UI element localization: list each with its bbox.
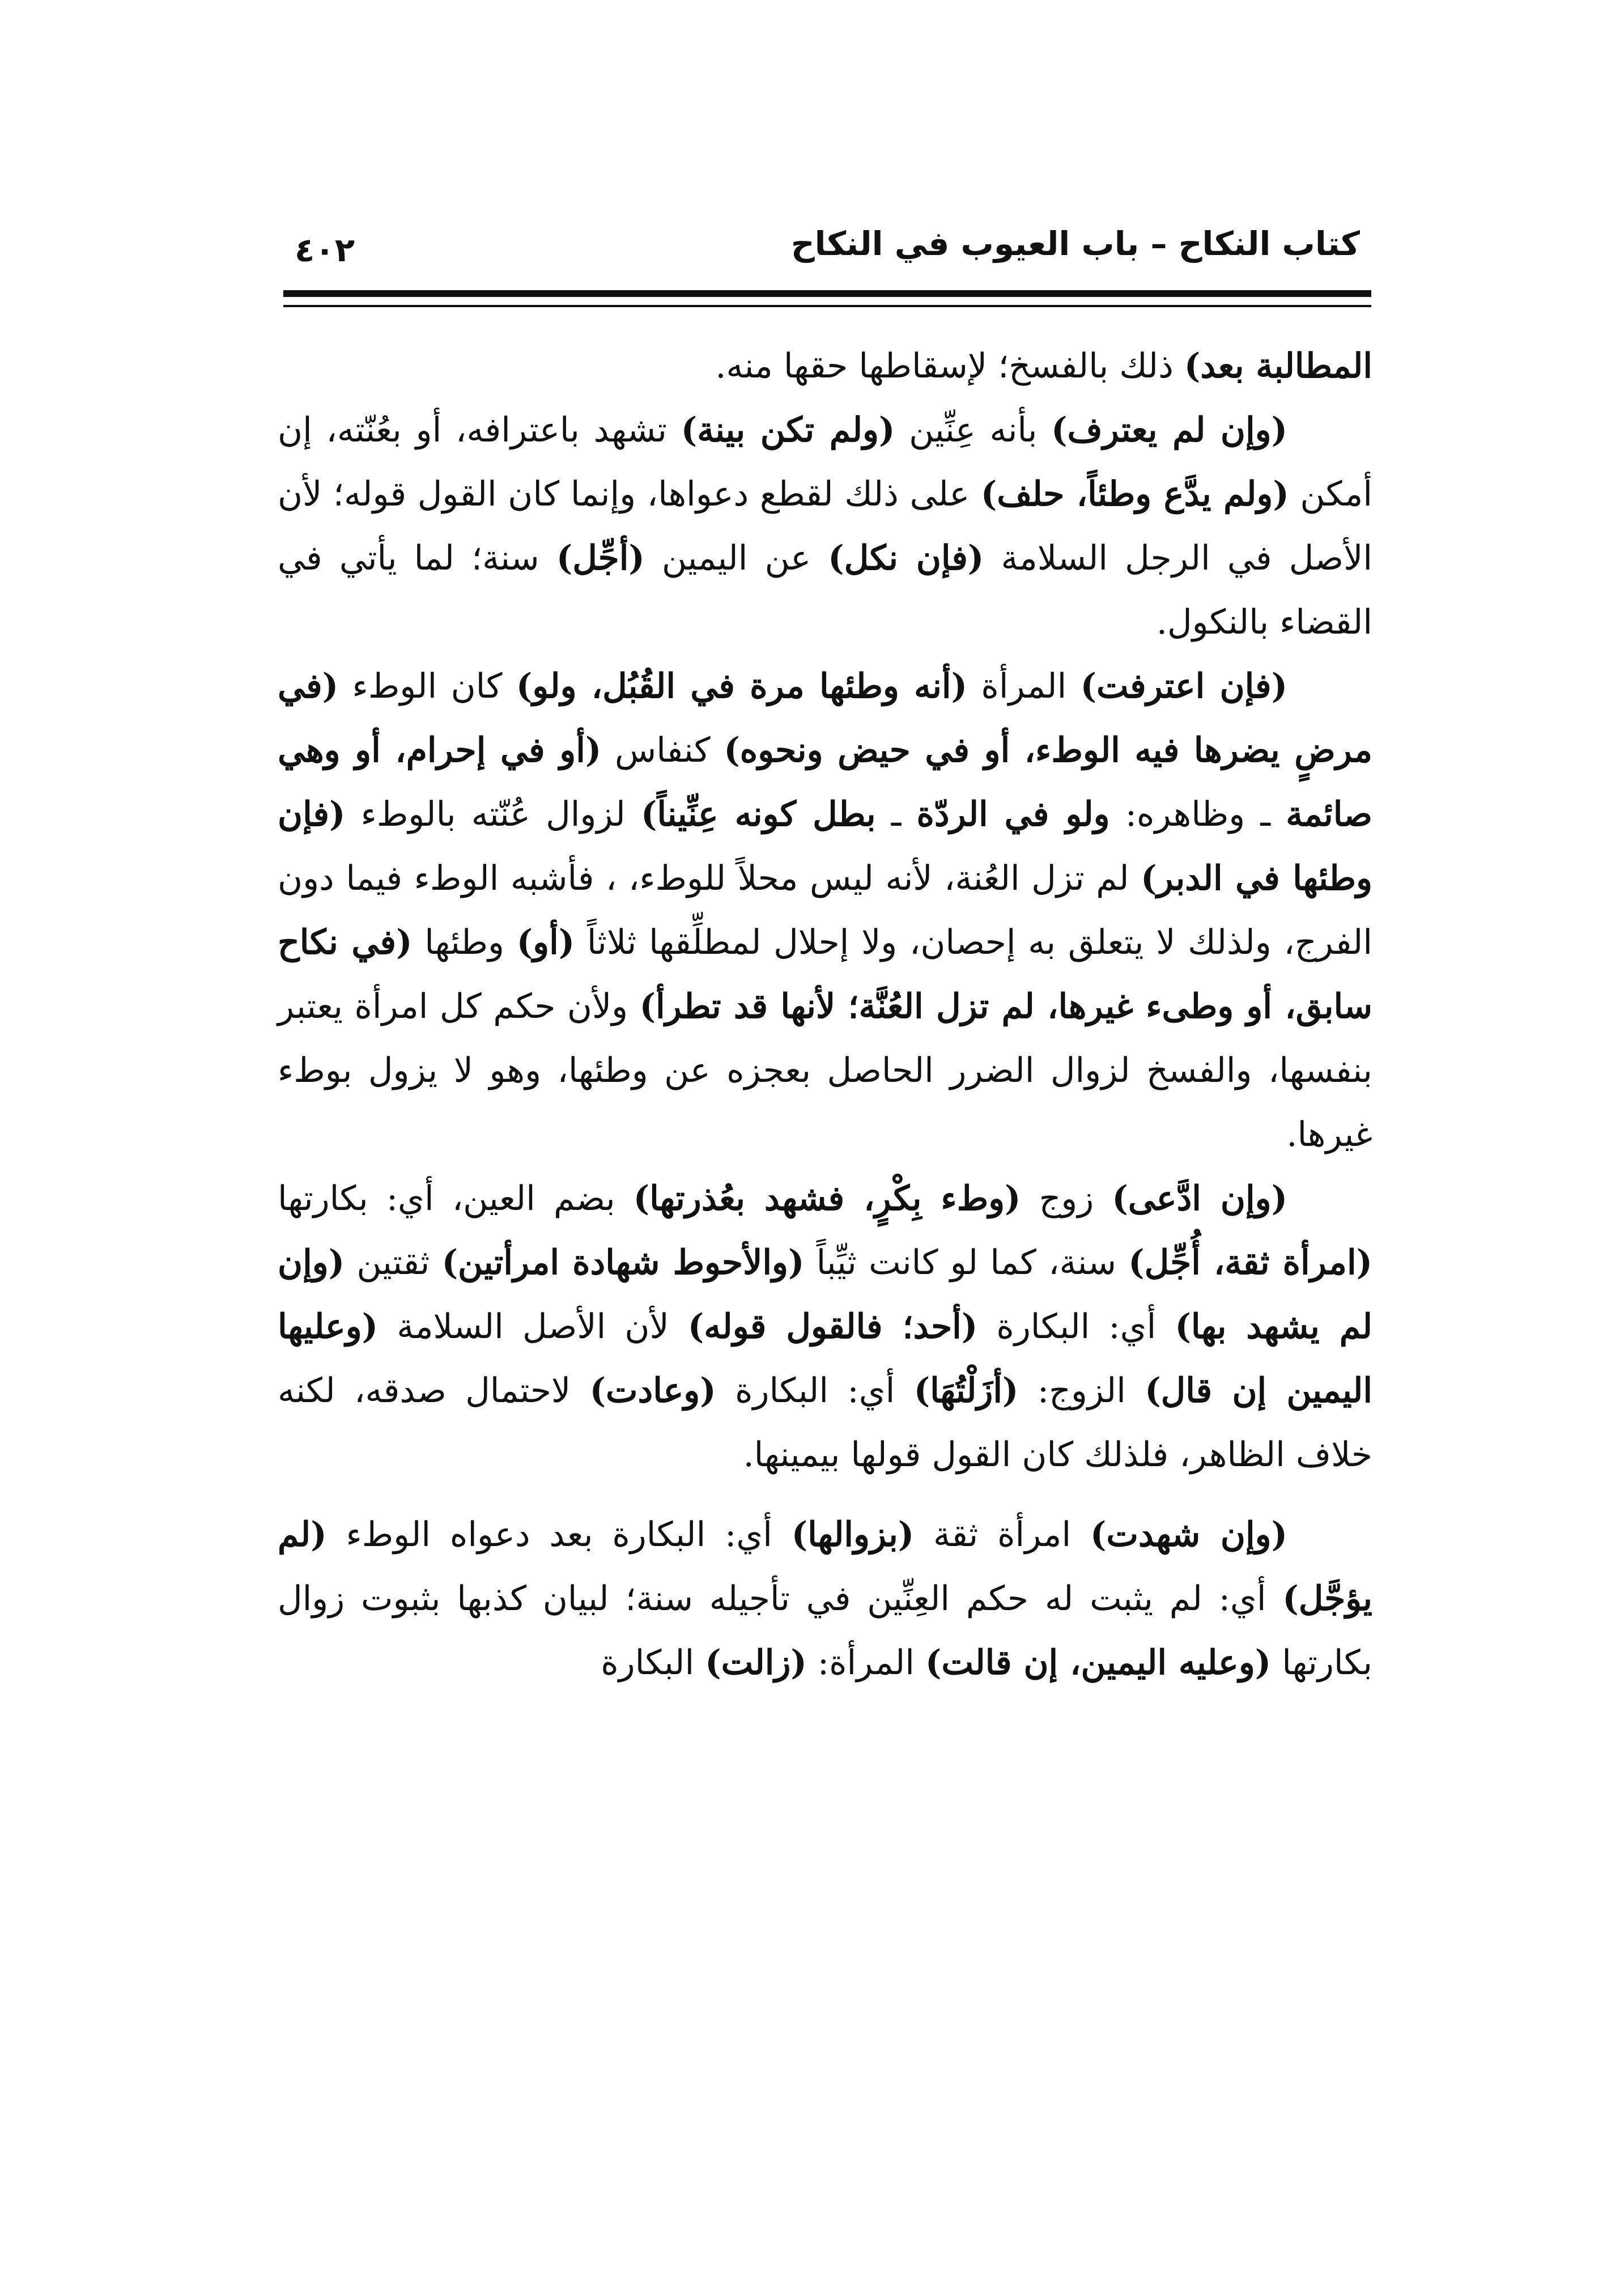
text-run: الزوج: (1018, 1371, 1145, 1411)
bold-text-run: المطالبة بعد) (1184, 346, 1372, 386)
text-run: كنفاس (601, 731, 724, 770)
text-run: بضم العين، أي: بكارتها (278, 1179, 634, 1218)
bold-text-run: (أزَلْتُهَا) (913, 1371, 1019, 1411)
text-run: أي: البكارة (716, 1371, 914, 1411)
header-title: كتاب النكاح – باب العيوب في النكاح (790, 224, 1360, 263)
bold-text-run: (في نكاح سابق، أو وطىء غيرها، لم تزل العُنَّة؛ لأنها قد تطرأ) (278, 923, 1372, 1026)
bold-text-run: (أجِّل) (556, 538, 645, 578)
bold-text-run: (امرأة ثقة، أُجِّل) (1128, 1243, 1373, 1283)
paragraph-1 (278, 334, 1372, 398)
bold-text-run: (فإن وطئها في الدبر) (278, 795, 1372, 898)
text-run: سنة؛ لما يأتي في القضاء بالنكول. (278, 538, 1372, 642)
text-run: كان الوطء (338, 666, 516, 706)
text-run: تشهد باعترافه، أو بعُنّته، إن أمكن (278, 410, 1372, 514)
bold-text-run: (فإن نكل) (828, 538, 984, 578)
body-text (278, 334, 1372, 1695)
bold-text-run: (وعليه اليمين، إن قالت) (925, 1643, 1272, 1683)
text-run: المرأة (967, 666, 1081, 706)
bold-text-run: (وعليها اليمين إن قال) (278, 1307, 1372, 1411)
text-run: امرأة ثقة (914, 1515, 1090, 1555)
text-run: أي: البكارة (977, 1307, 1175, 1347)
bold-text-run: (زالت) (705, 1643, 807, 1683)
bold-text-run: (ولم يدَّع وطئاً، حلف) (980, 474, 1289, 514)
header-rule-thin (283, 305, 1371, 307)
text-run: عن اليمين (644, 538, 828, 578)
bold-text-run: (بزوالها) (791, 1515, 915, 1555)
paragraph-5 (278, 1503, 1372, 1695)
text-run: على ذلك لقطع دعواها، وإنما كان القول قوله؛ لأن الأصل في الرجل السلامة (278, 474, 1373, 578)
bold-text-run: (وطء بِكْرٍ، فشهد بعُذرتها) (633, 1179, 1021, 1218)
bold-text-run: (أنه وطئها مرة في القُبُل، ولو) (516, 666, 967, 706)
running-header (283, 210, 1371, 272)
bold-text-run: (أو في إحرام، أو وهي صائمة (278, 731, 1372, 834)
bold-text-run: (والأحوط شهادة امرأتين) (441, 1243, 805, 1283)
text-run: بأنه عِنِّين (895, 410, 1052, 450)
text-run: البكارة (601, 1643, 705, 1683)
bold-text-run: (وإن شهدت) (1090, 1515, 1287, 1555)
text-run: وطئها (412, 923, 517, 962)
header-rule-thick (283, 290, 1371, 297)
paragraph-2 (278, 398, 1372, 655)
bold-text-run: (ولم تكن بينة) (681, 410, 895, 450)
bold-text-run: بطل كونه عِنِّيناً) (640, 795, 876, 834)
bold-text-run: (لم يؤجَّل) (278, 1515, 1372, 1619)
text-run: لم تزل العُنة، لأنه ليس محلاً للوطء، ، فأشبه الوطء فيما دون الفرج، ولذلك لا يتعلق به إحصان، ولا إحلال لمطلِّقها ثلاثاً (278, 859, 1372, 962)
text-run: ـ وظاهره: (1109, 795, 1286, 834)
page-number: ٤٠٢ (295, 231, 355, 269)
bold-text-run: (أحد؛ فالقول قوله) (687, 1307, 978, 1347)
bold-text-run: (فإن اعترفت) (1080, 666, 1287, 706)
text-run: ولأن حكم كل امرأة يعتبر بنفسها، والفسخ لزوال الضرر الحاصل بعجزه عن وطئها، وهو لا يزول بوطء غيرها. (278, 987, 1372, 1154)
text-run: المرأة: (806, 1643, 926, 1683)
text-run: ثقتين (345, 1243, 442, 1283)
text-run: ـ (875, 795, 917, 834)
bold-text-run: (وإن لم يشهد بها) (278, 1243, 1372, 1347)
text-run: أي: البكارة بعد دعواه الوطء (326, 1515, 792, 1555)
bold-text-run: ولو في الردّة (916, 795, 1110, 834)
text-run: سنة، كما لو كانت ثيِّباً (804, 1243, 1129, 1283)
bold-text-run: (وإن لم يعترف) (1051, 410, 1288, 450)
text-run: لأن الأصل السلامة (378, 1307, 688, 1347)
text-run: لاحتمال صدقه، لكنه خلاف الظاهر، فلذلك كان القول قولها بيمينها. (278, 1371, 1372, 1475)
paragraph-4 (278, 1167, 1372, 1487)
text-run: أي: لم يثبت له حكم العِنِّين في تأجيله سنة؛ لبيان كذبها بثبوت زوال بكارتها (278, 1579, 1372, 1683)
bold-text-run: (وإن ادَّعى) (1112, 1179, 1287, 1218)
text-run: ذلك بالفسخ؛ لإسقاطها حقها منه. (715, 346, 1184, 386)
bold-text-run: (وعادت) (589, 1371, 716, 1411)
text-run: زوج (1021, 1179, 1112, 1218)
paragraph-3 (278, 655, 1372, 1167)
bold-text-run: (أو) (516, 923, 575, 962)
text-run: لزوال عُنّته بالوطء (345, 795, 641, 834)
bold-text-run: (في مرضٍ يضرها فيه الوطء، أو في حيض ونحوه) (278, 666, 1372, 770)
